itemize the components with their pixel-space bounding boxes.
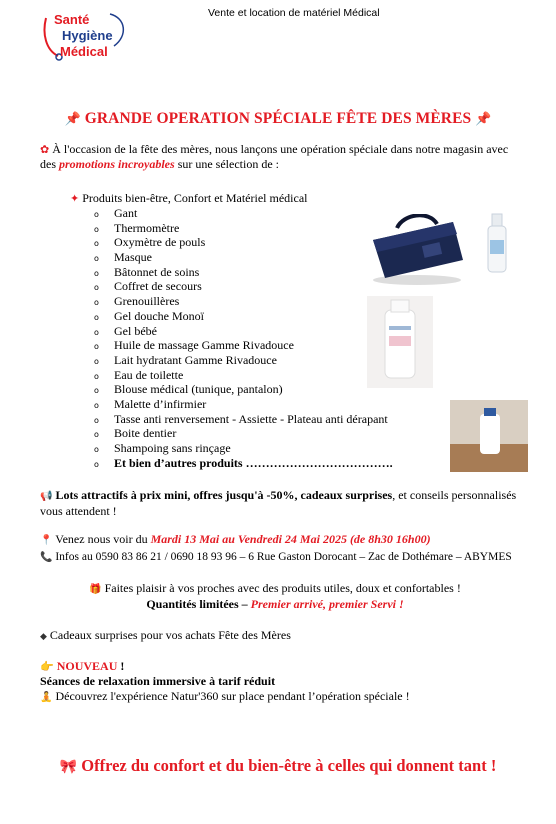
svg-text:Médical: Médical bbox=[60, 44, 108, 59]
category-heading bbox=[70, 191, 307, 206]
four-point-star-icon: ✦ bbox=[70, 192, 80, 205]
product-name: Blouse médical (tunique, pantalon) bbox=[114, 382, 283, 397]
bullet-icon: o bbox=[94, 283, 99, 293]
product-list-item bbox=[94, 265, 393, 280]
bullet-icon: o bbox=[94, 268, 99, 278]
bullet-icon: o bbox=[94, 386, 99, 396]
product-list-item bbox=[94, 235, 393, 250]
product-name: Tasse anti renversement - Assiette - Plateau anti dérapant bbox=[114, 411, 388, 426]
bullet-icon: o bbox=[94, 327, 99, 337]
bullet-icon: o bbox=[94, 445, 99, 454]
bullet-icon: o bbox=[94, 224, 99, 234]
medical-bag-image bbox=[367, 214, 467, 286]
surprise-text: Cadeaux surprises pour vos achats Fête des Mères bbox=[49, 628, 291, 642]
product-name: Oxymètre de pouls bbox=[114, 235, 206, 250]
intro-text-1: À l'occasion de la fête des mères, nous lançons une opération spéciale dans notre magasin avec des bbox=[40, 142, 509, 171]
product-list-item bbox=[94, 412, 393, 427]
pointing-hand-icon: 👉 bbox=[40, 660, 54, 673]
product-name: Malette d’infirmier bbox=[114, 396, 207, 411]
product-name: Grenouillères bbox=[114, 294, 180, 309]
product-list bbox=[94, 206, 393, 470]
visit-dates: Mardi 13 Mai au Vendredi 24 Mai 2025 (de 8h30 16h00) bbox=[150, 532, 431, 546]
intro-paragraph bbox=[40, 142, 520, 172]
limited-text: Quantités limitées – bbox=[146, 597, 251, 611]
product-list-item bbox=[94, 324, 393, 339]
megaphone-icon: 📢 bbox=[40, 491, 53, 502]
pushpin-icon: 📌 bbox=[475, 111, 492, 126]
lots-paragraph bbox=[40, 488, 530, 519]
gift-text: Faites plaisir à vos proches avec des produits utiles, doux et confortables ! bbox=[104, 581, 461, 595]
first-served-text: Premier arrivé, premier Servi ! bbox=[250, 597, 404, 611]
bullet-icon: o bbox=[94, 298, 99, 308]
product-list-item bbox=[94, 206, 393, 221]
bullet-icon: o bbox=[94, 356, 99, 366]
intro-text-2: sur une sélection de : bbox=[174, 157, 279, 171]
bullet-icon: o bbox=[94, 342, 99, 352]
product-name: Coffret de secours bbox=[114, 279, 202, 294]
svg-text:Hygiène: Hygiène bbox=[62, 28, 113, 43]
product-list-item bbox=[94, 294, 393, 309]
bullet-icon: o bbox=[94, 312, 99, 322]
product-name: Gel douche Monoï bbox=[114, 308, 204, 323]
gift-paragraph bbox=[30, 581, 520, 612]
product-list-item bbox=[94, 221, 393, 236]
product-list-item bbox=[94, 397, 393, 412]
gift-icon: 🎁 bbox=[89, 584, 102, 595]
company-logo bbox=[40, 6, 132, 62]
product-photo-image bbox=[450, 400, 528, 472]
product-list-item bbox=[94, 382, 393, 397]
spray-bottle-image bbox=[474, 208, 520, 278]
bullet-icon: o bbox=[94, 400, 99, 410]
product-list-item bbox=[94, 441, 393, 456]
product-name: Shampoing sans rinçage bbox=[114, 441, 231, 455]
lotion-bottle-image bbox=[367, 296, 433, 388]
nouveau-label: NOUVEAU bbox=[56, 659, 118, 673]
product-name: Et bien d’autres produits ………………………………. bbox=[114, 455, 393, 470]
visit-prefix: Venez nous voir du bbox=[55, 532, 151, 546]
discover-text: Découvrez l'expérience Natur'360 sur place pendant l’opération spéciale ! bbox=[55, 689, 410, 703]
header-tagline: Vente et location de matériel Médical bbox=[208, 7, 380, 19]
bullet-icon: o bbox=[94, 430, 99, 440]
product-list-item bbox=[94, 353, 393, 368]
product-name: Gant bbox=[114, 206, 138, 220]
nouveau-suffix: ! bbox=[117, 659, 125, 673]
bullet-icon: o bbox=[94, 371, 99, 381]
bullet-icon: o bbox=[94, 254, 99, 264]
title-text: GRANDE OPERATION SPÉCIALE FÊTE DES MÈRES bbox=[84, 110, 472, 127]
pushpin-icon: 📌 bbox=[64, 111, 81, 126]
surprise-line bbox=[40, 628, 530, 645]
product-list-item bbox=[94, 250, 393, 265]
bullet-icon: o bbox=[94, 459, 99, 469]
product-name: Eau de toilette bbox=[114, 367, 184, 382]
visit-line bbox=[40, 532, 530, 548]
product-list-item bbox=[94, 426, 393, 441]
lots-rest-text: , et conseils personnalisés vous attendent ! bbox=[40, 488, 517, 518]
product-list-item bbox=[94, 368, 393, 383]
bullet-icon: o bbox=[94, 415, 99, 425]
bullet-icon: o bbox=[94, 239, 99, 249]
product-list-item bbox=[94, 309, 393, 324]
sessions-text: Séances de relaxation immersive à tarif réduit bbox=[40, 674, 276, 688]
product-name: Thermomètre bbox=[114, 220, 180, 235]
bullet-icon: o bbox=[94, 210, 99, 219]
product-list-item bbox=[94, 456, 393, 471]
page-title bbox=[0, 110, 556, 128]
closing-text: Offrez du confort et du bien-être à celles qui donnent tant ! bbox=[81, 756, 497, 775]
lots-bold-text: Lots attractifs à prix mini, offres jusqu'à -50%, cadeaux surprises bbox=[55, 488, 393, 502]
product-name: Bâtonnet de soins bbox=[114, 264, 200, 279]
infos-line bbox=[40, 550, 530, 565]
product-name: Masque bbox=[114, 250, 152, 265]
closing-slogan bbox=[0, 756, 556, 776]
infos-text: Infos au 0590 83 86 21 / 0690 18 93 96 – 6 Rue Gaston Dorocant – Zac de Dothémare – ABYMES bbox=[55, 551, 512, 563]
meditating-person-icon: 🧘 bbox=[40, 692, 53, 703]
product-name: Gel bébé bbox=[114, 323, 157, 338]
product-list-item bbox=[94, 279, 393, 294]
round-pushpin-icon: 📍 bbox=[40, 535, 53, 546]
product-name: Boite dentier bbox=[114, 426, 177, 441]
ribbon-icon: 🎀 bbox=[59, 759, 78, 775]
diamond-icon: ◆ bbox=[40, 632, 47, 642]
nouveau-block bbox=[40, 659, 530, 705]
flower-icon: ✿ bbox=[40, 143, 50, 156]
product-name: Huile de massage Gamme Rivadouce bbox=[114, 338, 294, 353]
product-name: Lait hydratant Gamme Rivadouce bbox=[114, 352, 277, 367]
phone-icon: 📞 bbox=[40, 552, 53, 563]
category-text: Produits bien-être, Confort et Matériel médical bbox=[82, 191, 308, 205]
svg-text:Santé: Santé bbox=[54, 12, 90, 27]
product-list-item bbox=[94, 338, 393, 353]
intro-highlight: promotions incroyables bbox=[59, 157, 175, 171]
